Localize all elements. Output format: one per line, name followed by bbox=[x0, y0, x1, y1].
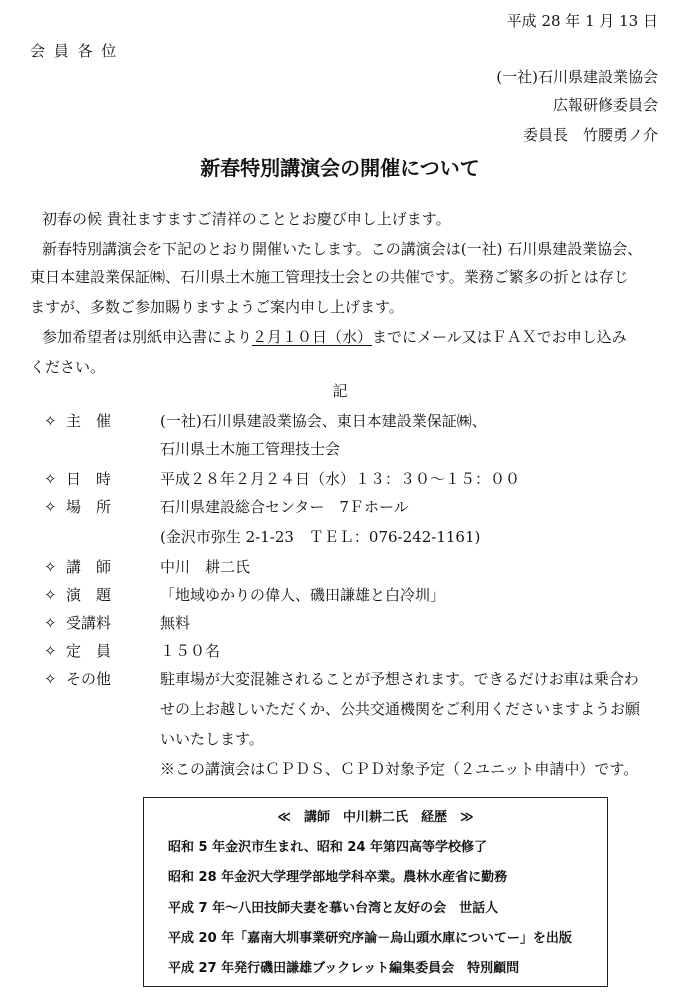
deadline-date: ２月１０日（水） bbox=[252, 328, 373, 346]
diamond-bullet-icon: ✧ bbox=[44, 670, 57, 688]
detail-value: 石川県土木施工管理技士会 bbox=[160, 440, 341, 458]
body-line-2: 新春特別講演会を下記のとおり開催いたします。この講演会は(一社) 石川県建設業協会、 bbox=[42, 240, 643, 258]
career-item: 平成 20 年「嘉南大圳事業研究序論－烏山頭水庫についてー」を出版 bbox=[168, 931, 572, 946]
career-item: 昭和 5 年金沢市生まれ、昭和 24 年第四高等学校修了 bbox=[168, 840, 488, 855]
career-box-title: ≪ 講師 中川耕二氏 経歴 ≫ bbox=[277, 810, 474, 825]
diamond-bullet-icon: ✧ bbox=[44, 642, 57, 660]
detail-value: 石川県建設総合センター 7Ｆホール bbox=[160, 498, 409, 516]
detail-value: (金沢市弥生 2-1-23 ＴＥＬ：076-242-1161) bbox=[160, 528, 481, 546]
detail-value: 中川 耕二氏 bbox=[160, 558, 251, 576]
detail-other bbox=[44, 668, 158, 689]
detail-label: 日 時 bbox=[66, 470, 112, 488]
detail-value: 「地域ゆかりの偉人、磯田謙雄と白冷圳」 bbox=[160, 586, 446, 604]
addressee: 会 員 各 位 bbox=[30, 42, 119, 60]
deadline-intro: 参加希望者は別紙申込書により bbox=[42, 328, 253, 346]
diamond-bullet-icon: ✧ bbox=[44, 586, 57, 604]
detail-topic bbox=[44, 584, 158, 605]
diamond-bullet-icon: ✧ bbox=[44, 614, 57, 632]
career-item: 平成 27 年発行磯田謙雄ブックレット編集委員会 特別顧問 bbox=[168, 961, 520, 976]
detail-value: 平成２８年２月２４日（水）１３：３０～１５：００ bbox=[160, 470, 521, 488]
body-line-3: 東日本建設業保証㈱、石川県土木施工管理技士会との共催です。業務ご繁多の折とは存じ bbox=[30, 268, 629, 286]
detail-organizer bbox=[44, 410, 158, 431]
detail-value: (一社)石川県建設業協会、東日本建設業保証㈱、 bbox=[160, 412, 487, 430]
diamond-bullet-icon: ✧ bbox=[44, 412, 57, 430]
detail-value: いいたします。 bbox=[160, 730, 264, 748]
document-title: 新春特別講演会の開催について bbox=[200, 156, 480, 180]
diamond-bullet-icon: ✧ bbox=[44, 558, 57, 576]
body-line-4: ますが、多数ご参加賜りますようご案内申し上げます。 bbox=[30, 298, 404, 316]
cpd-note: ※この講演会はＣＰＤＳ、ＣＰＤ対象予定（２ユニット申請中）です。 bbox=[160, 760, 639, 778]
ki-heading: 記 bbox=[332, 382, 348, 400]
detail-label: その他 bbox=[66, 670, 112, 688]
detail-lecturer bbox=[44, 556, 158, 577]
body-line-5 bbox=[42, 326, 627, 347]
detail-label: 講 師 bbox=[66, 558, 112, 576]
detail-label: 演 題 bbox=[66, 586, 112, 604]
diamond-bullet-icon: ✧ bbox=[44, 498, 57, 516]
deadline-outro: までにメール又はＦＡＸでお申し込み bbox=[372, 328, 627, 346]
greeting-line: 初春の候 貴社ますますご清祥のこととお慶び申し上げます。 bbox=[42, 210, 451, 228]
detail-value: １５０名 bbox=[160, 642, 221, 660]
detail-fee bbox=[44, 612, 158, 633]
detail-label: 主 催 bbox=[66, 412, 112, 430]
diamond-bullet-icon: ✧ bbox=[44, 470, 57, 488]
lecturer-career-box bbox=[143, 797, 608, 987]
detail-value: せの上お越しいただくか、公共交通機関をご利用くださいますようお願 bbox=[160, 700, 641, 718]
detail-venue bbox=[44, 496, 158, 517]
detail-label: 受講料 bbox=[66, 614, 112, 632]
sender-organization: (一社)石川県建設業協会 bbox=[496, 68, 658, 86]
detail-label: 定 員 bbox=[66, 642, 112, 660]
body-line-6: ください。 bbox=[30, 358, 106, 376]
sender-chair: 委員長 竹腰勇ノ介 bbox=[522, 126, 658, 144]
sender-committee: 広報研修委員会 bbox=[552, 96, 658, 114]
detail-value: 無料 bbox=[160, 614, 191, 632]
detail-capacity bbox=[44, 640, 158, 661]
document-date: 平成 28 年 1 月 13 日 bbox=[506, 12, 658, 30]
career-item: 平成 7 年～八田技師夫妻を慕い台湾と友好の会 世話人 bbox=[168, 901, 499, 916]
detail-label: 場 所 bbox=[66, 498, 112, 516]
career-item: 昭和 28 年金沢大学理学部地学科卒業。農林水産省に勤務 bbox=[168, 870, 508, 885]
detail-datetime bbox=[44, 468, 158, 489]
detail-value: 駐車場が大変混雑されることが予想されます。できるだけお車は乗合わ bbox=[160, 670, 639, 688]
